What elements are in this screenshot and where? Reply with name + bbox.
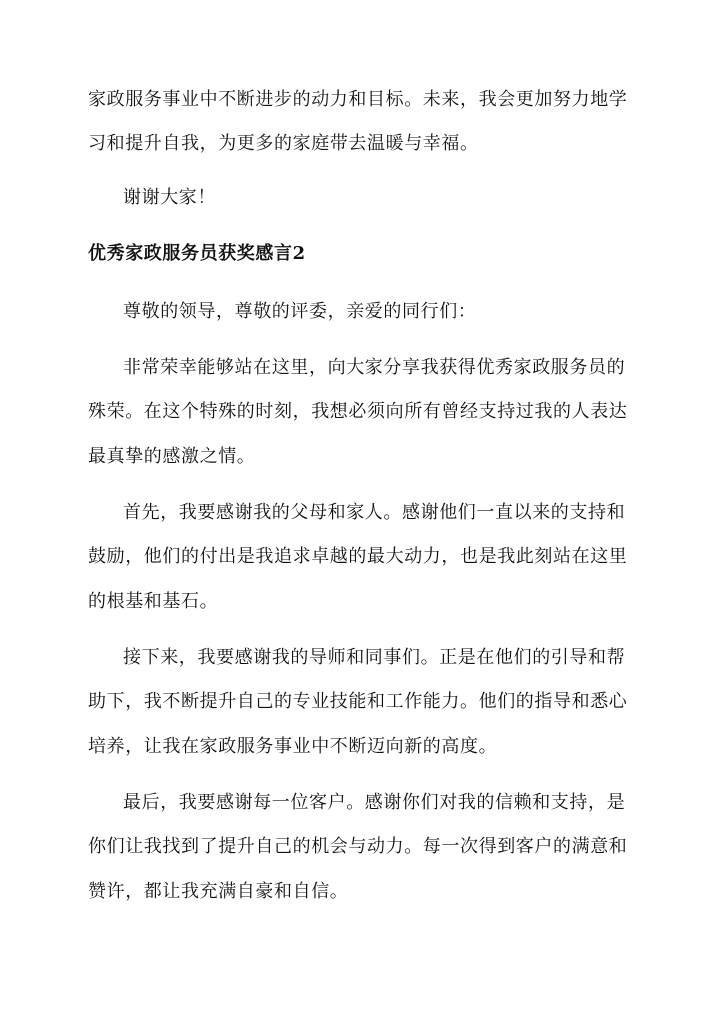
paragraph-line: 你们让我找到了提升自己的机会与动力。每一次得到客户的满意和 — [88, 836, 628, 857]
paragraph-line: 鼓励，他们的付出是我追求卓越的最大动力，也是我此刻站在这里 — [88, 546, 628, 567]
paragraph-line: 最后，我要感谢每一位客户。感谢你们对我的信赖和支持，是 — [123, 792, 626, 813]
paragraph-line: 培养，让我在家政服务事业中不断迈向新的高度。 — [88, 736, 498, 757]
paragraph-line: 家政服务事业中不断进步的动力和目标。未来，我会更加努力地学 — [88, 89, 628, 110]
paragraph-line: 最真挚的感激之情。 — [88, 446, 256, 467]
salutation: 尊敬的领导，尊敬的评委，亲爱的同行们： — [123, 301, 477, 322]
closing-thanks: 谢谢大家！ — [123, 187, 216, 208]
paragraph-line: 殊荣。在这个特殊的时刻，我想必须向所有曾经支持过我的人表达 — [88, 401, 628, 422]
paragraph-line: 习和提升自我，为更多的家庭带去温暖与幸福。 — [88, 133, 479, 154]
paragraph-line: 赞许，都让我充满自豪和自信。 — [88, 881, 349, 902]
section-heading: 优秀家政服务员获奖感言2 — [88, 243, 306, 264]
paragraph-line: 助下，我不断提升自己的专业技能和工作能力。他们的指导和悉心 — [88, 691, 628, 712]
paragraph-line: 接下来，我要感谢我的导师和同事们。正是在他们的引导和帮 — [123, 647, 626, 668]
paragraph-line: 非常荣幸能够站在这里，向大家分享我获得优秀家政服务员的 — [123, 357, 626, 378]
paragraph-line: 的根基和基石。 — [88, 591, 219, 612]
paragraph-line: 首先，我要感谢我的父母和家人。感谢他们一直以来的支持和 — [123, 502, 626, 523]
